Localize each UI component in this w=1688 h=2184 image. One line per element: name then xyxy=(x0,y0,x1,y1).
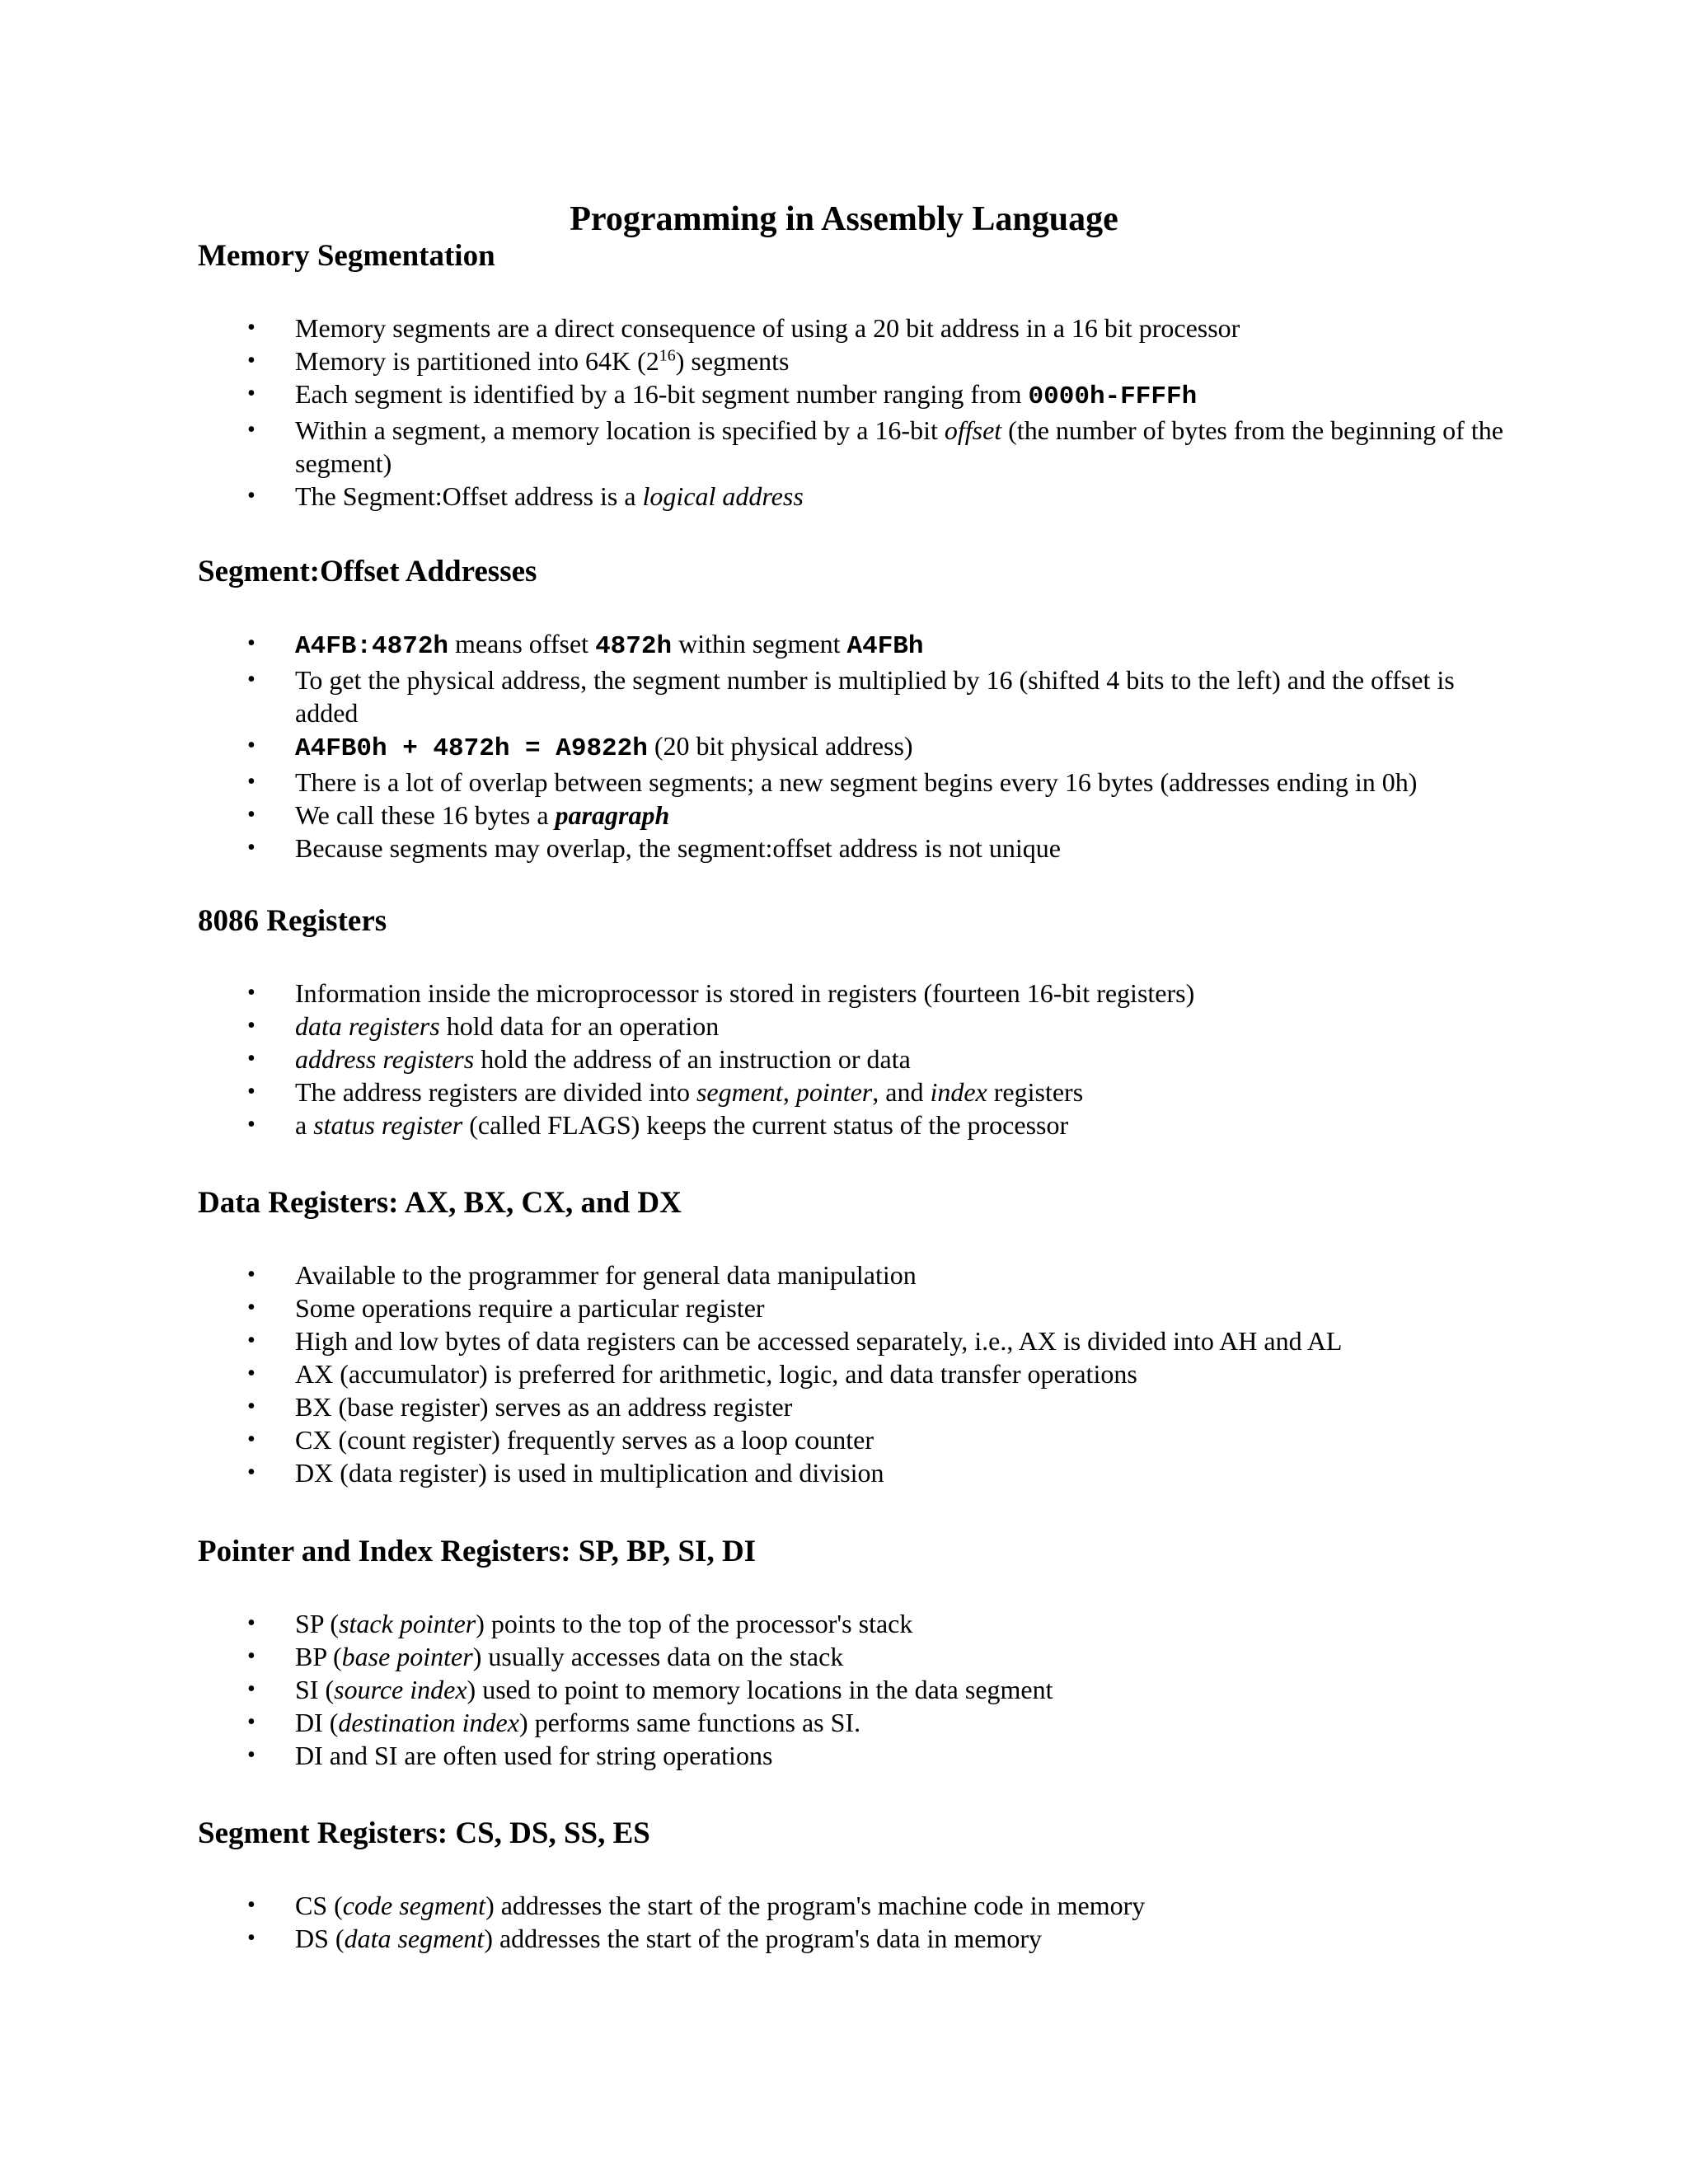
text-run: Information inside the microprocessor is stored in registers (fourteen 16-bit registers) xyxy=(295,978,1195,1008)
text-run: , and xyxy=(872,1077,931,1107)
text-run: Because segments may overlap, the segment:offset address is not unique xyxy=(295,833,1061,863)
text-run: address registers xyxy=(295,1044,475,1074)
text-run: code segment xyxy=(342,1891,486,1920)
text-run: offset xyxy=(944,415,1002,445)
text-run: AX (accumulator) is preferred for arithmetic, logic, and data transfer operations xyxy=(295,1359,1137,1389)
text-run: The address registers are divided into xyxy=(295,1077,696,1107)
bullet-icon: • xyxy=(247,315,256,340)
text-run: A4FBh xyxy=(846,632,924,661)
bullet-icon: • xyxy=(247,1742,256,1768)
list-item xyxy=(198,312,1517,344)
text-run: Within a segment, a memory location is specified by a 16-bit xyxy=(295,415,945,445)
list-item xyxy=(198,977,1517,1010)
bullet-icon: • xyxy=(247,1925,256,1951)
text-run: stack pointer xyxy=(339,1609,476,1638)
list-item xyxy=(198,1324,1517,1357)
bullet-icon: • xyxy=(247,1709,256,1735)
bullet-icon: • xyxy=(247,802,256,827)
bullet-icon: • xyxy=(247,769,256,794)
section-heading: Segment:Offset Addresses xyxy=(198,555,537,588)
text-run: ) usually accesses data on the stack xyxy=(472,1642,844,1671)
bullet-icon: • xyxy=(247,733,256,758)
text-run: To get the physical address, the segment number is multiplied by 16 (shifted 4 bits to the left) and the offset is added xyxy=(295,665,1455,728)
text-run: (the number of bytes from the beginning of the segment) xyxy=(295,415,1503,478)
text-run: CX (count register) frequently serves as a loop counter xyxy=(295,1425,874,1455)
text-run: (20 bit physical address) xyxy=(647,731,913,761)
list-item xyxy=(198,480,1517,513)
list-item xyxy=(198,1706,1517,1739)
list-item xyxy=(198,1889,1517,1922)
text-run: data registers xyxy=(295,1011,440,1041)
bullet-icon: • xyxy=(247,483,256,509)
text-run: 0000h-FFFFh xyxy=(1028,382,1198,411)
text-run: source index xyxy=(334,1675,467,1704)
bullet-icon: • xyxy=(247,1328,256,1353)
text-run: DS ( xyxy=(295,1924,345,1953)
text-run: ) addresses the start of the program's data in memory xyxy=(484,1924,1042,1953)
text-run: within segment xyxy=(672,629,847,658)
bullet-icon: • xyxy=(247,1676,256,1702)
text-run: ) addresses the start of the program's machine code in memory xyxy=(485,1891,1146,1920)
list-item xyxy=(198,1673,1517,1706)
section-heading: 8086 Registers xyxy=(198,904,387,938)
text-run: Each segment is identified by a 16-bit segment number ranging from xyxy=(295,379,1029,409)
text-run: Memory segments are a direct consequence of using a 20 bit address in a 16 bit processor xyxy=(295,313,1240,343)
bullet-icon: • xyxy=(247,1361,256,1386)
list-item xyxy=(198,663,1517,729)
list-item xyxy=(198,1076,1517,1108)
list-item xyxy=(198,1922,1517,1955)
list-item xyxy=(198,1043,1517,1076)
bullet-icon: • xyxy=(247,1427,256,1452)
bullet-list xyxy=(198,1258,1517,1489)
text-run: base pointer xyxy=(341,1642,473,1671)
section-heading: Segment Registers: CS, DS, SS, ES xyxy=(198,1816,650,1850)
text-run: 4872h xyxy=(595,632,673,661)
section-heading: Pointer and Index Registers: SP, BP, SI, DI xyxy=(198,1535,757,1568)
list-item xyxy=(198,1423,1517,1456)
list-item xyxy=(198,1390,1517,1423)
bullet-list xyxy=(198,312,1517,513)
bullet-icon: • xyxy=(247,630,256,656)
text-run: SP ( xyxy=(295,1609,340,1638)
section-segment-registers xyxy=(198,1815,1517,1955)
text-run: paragraph xyxy=(555,800,670,830)
text-run: DX (data register) is used in multiplication and division xyxy=(295,1458,884,1488)
list-item xyxy=(198,799,1517,832)
text-run: a xyxy=(295,1110,314,1140)
list-item xyxy=(198,1357,1517,1390)
text-run: means offset xyxy=(448,629,596,658)
list-item xyxy=(198,729,1517,766)
bullet-list xyxy=(198,1889,1517,1955)
section-data-registers xyxy=(198,1184,1517,1489)
text-run: SI ( xyxy=(295,1675,335,1704)
bullet-icon: • xyxy=(247,1892,256,1918)
text-run: 16 xyxy=(659,346,676,365)
text-run: (called FLAGS) keeps the current status of the processor xyxy=(462,1110,1069,1140)
text-run: data segment xyxy=(344,1924,485,1953)
bullet-icon: • xyxy=(247,1262,256,1287)
text-run: logical address xyxy=(642,481,804,511)
list-item xyxy=(198,627,1517,663)
bullet-icon: • xyxy=(247,1112,256,1137)
text-run: pointer xyxy=(795,1077,873,1107)
text-run: ) performs same functions as SI. xyxy=(518,1708,861,1737)
list-item xyxy=(198,832,1517,865)
bullet-icon: • xyxy=(247,1079,256,1104)
text-run: ) points to the top of the processor's stack xyxy=(476,1609,913,1638)
text-run: BX (base register) serves as an address register xyxy=(295,1392,793,1422)
list-item xyxy=(198,1108,1517,1141)
bullet-icon: • xyxy=(247,381,256,406)
bullet-icon: • xyxy=(247,1394,256,1419)
list-item xyxy=(198,1010,1517,1043)
bullet-icon: • xyxy=(247,1460,256,1485)
text-run: CS ( xyxy=(295,1891,343,1920)
list-item xyxy=(198,1258,1517,1291)
bullet-icon: • xyxy=(247,1610,256,1636)
text-run: A4FB:4872h xyxy=(295,632,449,661)
list-item xyxy=(198,377,1517,414)
document-title: Programming in Assembly Language xyxy=(570,200,1118,238)
section-heading: Memory Segmentation xyxy=(198,239,495,273)
bullet-icon: • xyxy=(247,980,256,1005)
bullet-icon: • xyxy=(247,1046,256,1071)
text-run: hold the address of an instruction or data xyxy=(474,1044,911,1074)
bullet-icon: • xyxy=(247,348,256,373)
bullet-icon: • xyxy=(247,1295,256,1320)
section-segment-offset-addresses xyxy=(198,553,1517,865)
text-run: Available to the programmer for general data manipulation xyxy=(295,1260,917,1290)
text-run: status register xyxy=(313,1110,463,1140)
text-run: The Segment:Offset address is a xyxy=(295,481,643,511)
list-item xyxy=(198,344,1517,377)
section-pointer-index-registers xyxy=(198,1533,1517,1772)
list-item xyxy=(198,1739,1517,1772)
bullet-icon: • xyxy=(247,1643,256,1669)
list-item xyxy=(198,1456,1517,1489)
bullet-icon: • xyxy=(247,417,256,443)
text-run: There is a lot of overlap between segments; a new segment begins every 16 bytes (addresses ending in 0h) xyxy=(295,767,1418,797)
section-memory-segmentation xyxy=(198,237,1517,513)
text-run: DI and SI are often used for string operations xyxy=(295,1741,773,1770)
text-run: High and low bytes of data registers can be accessed separately, i.e., AX is divided into AH and AL xyxy=(295,1326,1343,1356)
text-run: BP ( xyxy=(295,1642,342,1671)
text-run: registers xyxy=(987,1077,1084,1107)
list-item xyxy=(198,766,1517,799)
text-run: A4FB0h + 4872h = A9822h xyxy=(295,734,648,763)
text-run: Memory is partitioned into 64K (2 xyxy=(295,346,659,376)
list-item xyxy=(198,1640,1517,1673)
text-run: segment xyxy=(696,1077,783,1107)
text-run: ) segments xyxy=(675,346,790,376)
text-run: Some operations require a particular register xyxy=(295,1293,765,1323)
bullet-icon: • xyxy=(247,667,256,692)
text-run: DI ( xyxy=(295,1708,339,1737)
bullet-list xyxy=(198,1607,1517,1772)
section-8086-registers xyxy=(198,902,1517,1141)
bullet-list xyxy=(198,977,1517,1141)
bullet-icon: • xyxy=(247,1013,256,1038)
text-run: hold data for an operation xyxy=(439,1011,720,1041)
text-run: We call these 16 bytes a xyxy=(295,800,556,830)
section-heading: Data Registers: AX, BX, CX, and DX xyxy=(198,1186,682,1220)
text-run: , xyxy=(782,1077,796,1107)
text-run: destination index xyxy=(338,1708,519,1737)
list-item xyxy=(198,1607,1517,1640)
list-item xyxy=(198,1291,1517,1324)
list-item xyxy=(198,414,1517,480)
text-run: index xyxy=(930,1077,987,1107)
text-run: ) used to point to memory locations in the data segment xyxy=(467,1675,1053,1704)
bullet-icon: • xyxy=(247,835,256,860)
bullet-list xyxy=(198,627,1517,865)
